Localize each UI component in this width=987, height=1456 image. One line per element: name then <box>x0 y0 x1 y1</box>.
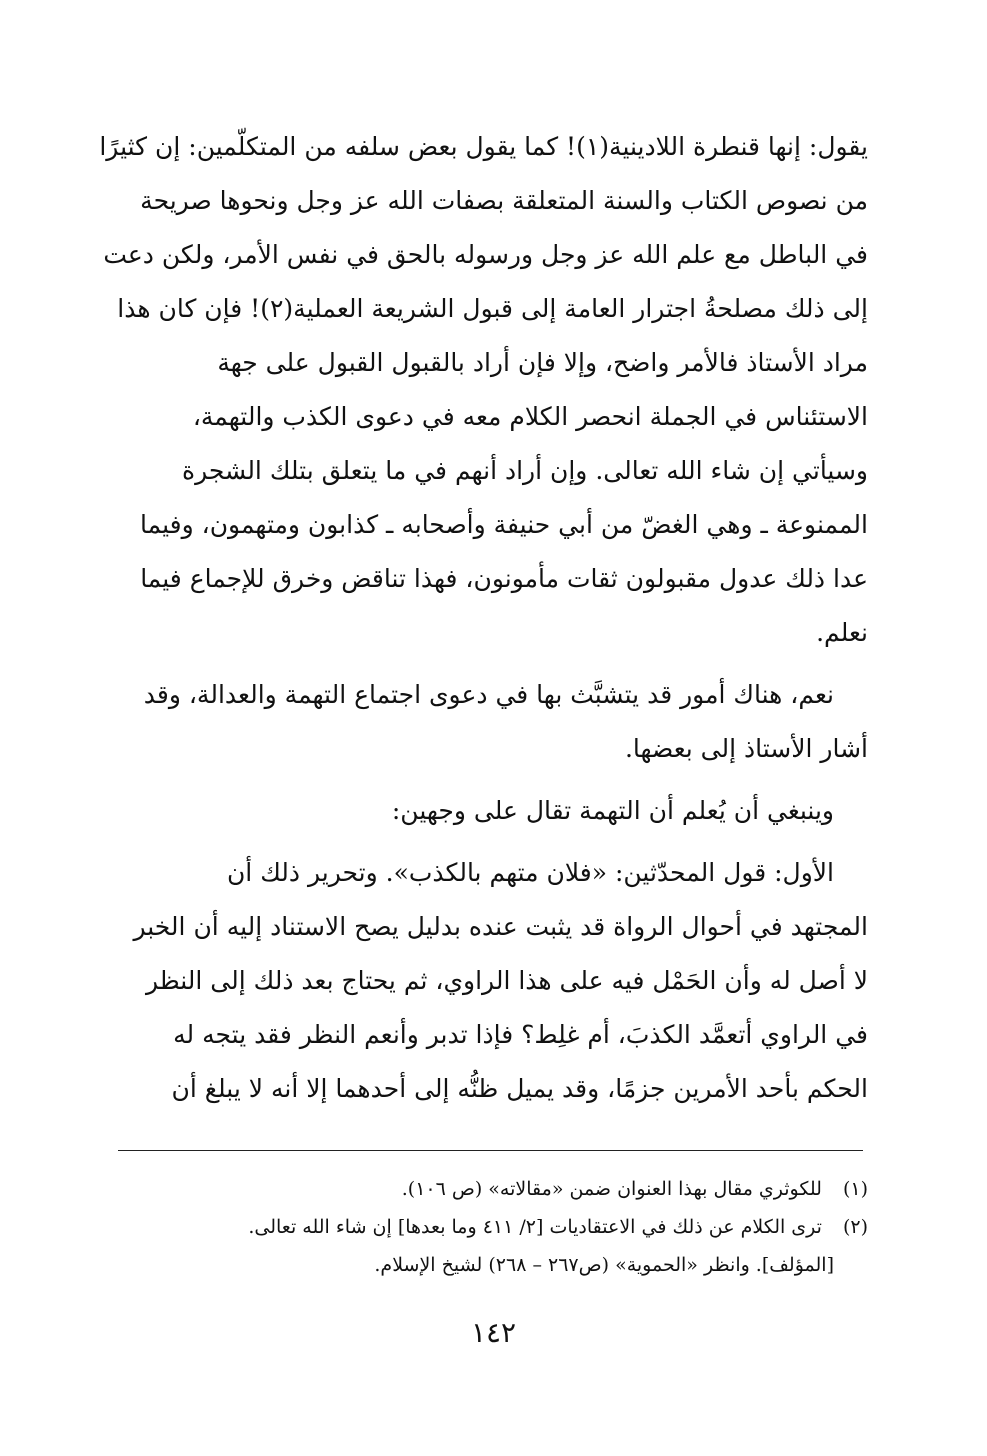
text-line: في الراوي أتعمَّد الكذبَ، أم غلِط؟ فإذا تدبر وأنعم النظر فقد يتجه له <box>173 1020 868 1049</box>
paragraph-4 <box>78 846 868 1116</box>
text-line: الممنوعة ـ وهي الغضّ من أبي حنيفة وأصحابه ـ كذابون ومتهمون، وفيما <box>140 510 868 539</box>
text-line: لا أصل له وأن الحَمْل فيه على هذا الراوي، ثم يحتاج بعد ذلك إلى النظر <box>145 966 868 995</box>
footnote-number: (١) <box>842 1178 868 1200</box>
text-line: عدا ذلك عدول مقبولون ثقات مأمونون، فهذا تناقض وخرق للإجماع فيما <box>140 564 868 593</box>
text-line: إلى ذلك مصلحةُ اجترار العامة إلى قبول الشريعة العملية(٢)! فإن كان هذا <box>117 294 868 323</box>
text-line: الحكم بأحد الأمرين جزمًا، وقد يميل ظنُّه إلى أحدهما إلا أنه لا يبلغ أن <box>171 1074 868 1103</box>
paragraph-2 <box>78 668 868 776</box>
text-line: نعم، هناك أمور قد يتشبَّث بها في دعوى اجتماع التهمة والعدالة، وقد <box>143 680 834 709</box>
text-line: من نصوص الكتاب والسنة المتعلقة بصفات الله عز وجل ونحوها صريحة <box>140 186 868 215</box>
footnote-1 <box>78 1170 868 1208</box>
paragraph-3 <box>78 784 868 838</box>
text-line: وينبغي أن يُعلم أن التهمة تقال على وجهين: <box>391 796 834 825</box>
page-number: ١٤٢ <box>470 1316 517 1349</box>
text-line: نعلم. <box>816 618 868 647</box>
paragraph-1 <box>78 120 868 660</box>
text-line: الاستئناس في الجملة انحصر الكلام معه في دعوى الكذب والتهمة، <box>192 402 868 431</box>
footnote-divider <box>118 1150 863 1151</box>
footnote-text: ترى الكلام عن ذلك في الاعتقاديات [٢/ ٤١١ وما بعدها] إن شاء الله تعالى. <box>248 1216 822 1238</box>
main-text <box>78 120 868 1116</box>
footnote-number: (٢) <box>842 1216 868 1238</box>
text-line: يقول: إنها قنطرة اللادينية(١)! كما يقول بعض سلفه من المتكلّمين: إن كثيرًا <box>99 132 868 161</box>
footnote-2 <box>78 1208 868 1246</box>
text-line: أشار الأستاذ إلى بعضها. <box>624 734 868 763</box>
text-line: الأول: قول المحدّثين: «فلان متهم بالكذب». وتحرير ذلك أن <box>226 858 834 887</box>
text-line: في الباطل مع علم الله عز وجل ورسوله بالحق في نفس الأمر، ولكن دعت <box>103 240 868 269</box>
footnote-text: للكوثري مقال بهذا العنوان ضمن «مقالاته» (ص ١٠٦). <box>401 1178 822 1200</box>
text-line: مراد الأستاذ فالأمر واضح، وإلا فإن أراد بالقبول القبول على جهة <box>217 348 868 377</box>
text-line: المجتهد في أحوال الرواة قد يثبت عنده بدليل يصح الاستناد إليه أن الخبر <box>133 912 868 941</box>
footnotes <box>78 1170 868 1284</box>
text-line: وسيأتي إن شاء الله تعالى. وإن أراد أنهم في ما يتعلق بتلك الشجرة <box>181 456 868 485</box>
footnote-2-continuation: [المؤلف]. وانظر «الحموية» (ص٢٦٧ – ٢٦٨) لشيخ الإسلام. <box>374 1254 834 1276</box>
